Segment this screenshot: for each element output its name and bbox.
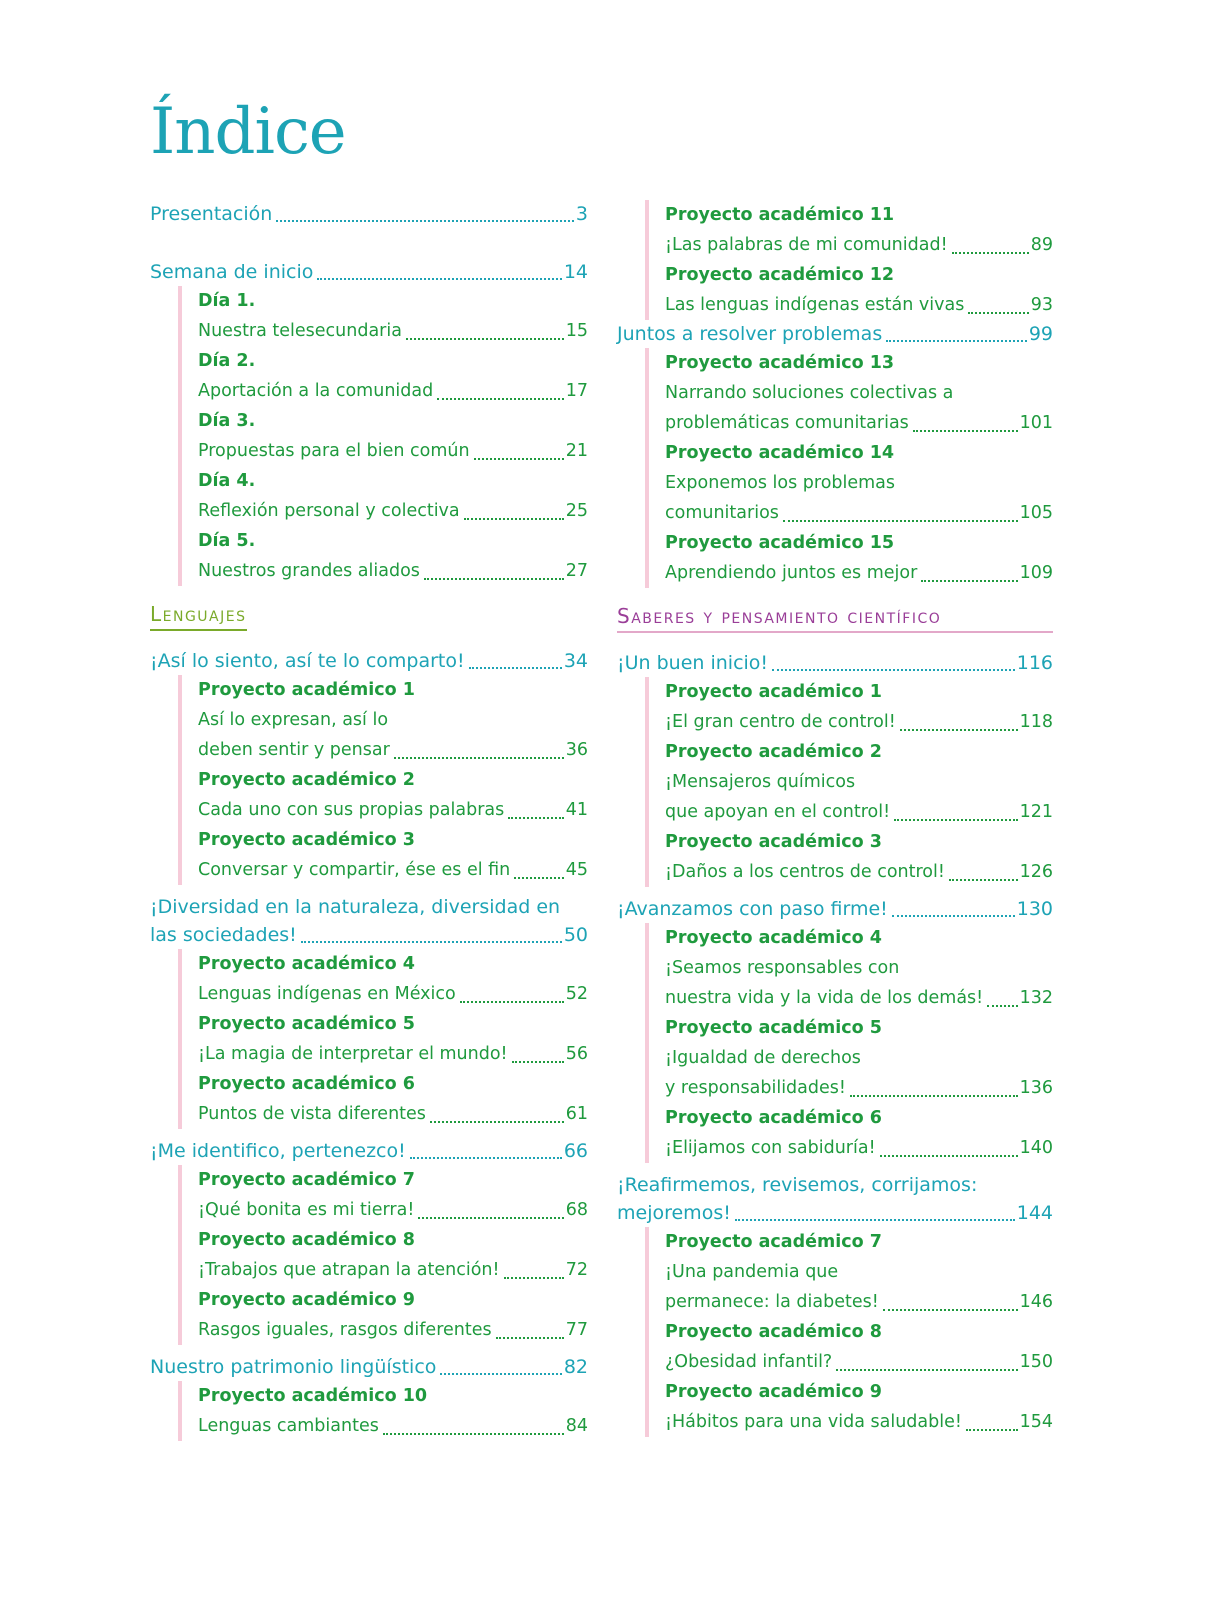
entry-title-line: Narrando soluciones colectivas a — [665, 383, 954, 403]
leader-dots — [772, 669, 1015, 671]
leader-dots — [886, 340, 1027, 342]
entry-title: ¡Qué bonita es mi tierra! — [198, 1200, 415, 1220]
toc-entry-s-project-6[interactable] — [665, 1133, 1053, 1163]
page-number: 41 — [565, 800, 588, 820]
leader-dots — [430, 1121, 564, 1123]
page-number: 144 — [1016, 1202, 1053, 1224]
entry-title-line: ¡Mensajeros químicos — [665, 772, 856, 792]
leader-dots — [394, 757, 564, 759]
toc-entry-project-1[interactable] — [198, 735, 588, 765]
entry-title-line: Así lo expresan, así lo — [198, 710, 389, 730]
toc-entry-avanzamos[interactable] — [617, 895, 1053, 923]
page-number: 50 — [563, 924, 588, 946]
toc-entry-patrimonio[interactable] — [150, 1353, 588, 1381]
project-label: Proyecto académico 7 — [665, 1232, 882, 1252]
entry-title-line: nuestra vida y la vida de los demás! — [665, 988, 984, 1008]
leader-dots — [440, 1373, 561, 1375]
project-label: Proyecto académico 7 — [198, 1170, 415, 1190]
page-number: 101 — [1019, 413, 1053, 433]
page-number: 66 — [563, 1140, 588, 1162]
leader-dots — [921, 580, 1017, 582]
page-number: 45 — [565, 860, 588, 880]
page-number: 56 — [565, 1044, 588, 1064]
project-label: Proyecto académico 10 — [198, 1386, 428, 1406]
leader-dots — [410, 1157, 562, 1159]
project-label: Proyecto académico 6 — [198, 1074, 415, 1094]
project-label: Proyecto académico 6 — [665, 1108, 882, 1128]
entry-title: Conversar y compartir, ése es el fin — [198, 860, 511, 880]
entry-title: Nuestro patrimonio lingüístico — [150, 1356, 437, 1378]
page-number: 140 — [1019, 1138, 1053, 1158]
toc-entry-s-project-8[interactable] — [665, 1347, 1053, 1377]
page-number: 121 — [1019, 802, 1053, 822]
page-number: 130 — [1016, 898, 1053, 920]
project-label: Proyecto académico 2 — [198, 770, 415, 790]
entry-title: Rasgos iguales, rasgos diferentes — [198, 1320, 492, 1340]
page-number: 82 — [563, 1356, 588, 1378]
toc-entry-s-project-5[interactable] — [665, 1073, 1053, 1103]
project-label: Proyecto académico 1 — [198, 680, 415, 700]
entry-title-line: que apoyan en el control! — [665, 802, 891, 822]
entry-title-line: deben sentir y pensar — [198, 740, 390, 760]
entry-title: Propuestas para el bien común — [198, 441, 470, 461]
entry-title: ¿Obesidad infantil? — [665, 1352, 833, 1372]
leader-dots — [968, 312, 1028, 314]
project-label: Proyecto académico 11 — [665, 205, 895, 225]
toc-entry-me-identifico[interactable] — [150, 1137, 588, 1165]
project-label: Proyecto académico 8 — [665, 1322, 882, 1342]
entry-title: ¡La magia de interpretar el mundo! — [198, 1044, 508, 1064]
day-label: Día 5. — [198, 531, 256, 551]
entry-title: Aprendiendo juntos es mejor — [665, 563, 918, 583]
leader-dots — [504, 1277, 564, 1279]
toc-entry-day-5[interactable] — [198, 556, 588, 586]
leader-dots — [894, 819, 1018, 821]
entry-title: ¡El gran centro de control! — [665, 712, 896, 732]
page-number: 136 — [1019, 1078, 1053, 1098]
project-label: Proyecto académico 9 — [665, 1382, 882, 1402]
page-number: 150 — [1019, 1352, 1053, 1372]
semana-subentries — [178, 286, 588, 586]
page-number: 17 — [565, 381, 588, 401]
entry-title-line: Exponemos los problemas — [665, 473, 896, 493]
day-label: Día 2. — [198, 351, 256, 371]
page-title: Índice — [150, 95, 346, 169]
toc-entry-project-6[interactable] — [198, 1099, 588, 1129]
page-number: 105 — [1019, 503, 1053, 523]
entry-title: Reflexión personal y colectiva — [198, 501, 460, 521]
page-number: 27 — [565, 561, 588, 581]
toc-entry-asi-lo-siento[interactable] — [150, 647, 588, 675]
leader-dots — [913, 430, 1018, 432]
toc-entry-presentacion[interactable] — [150, 200, 588, 228]
entry-title-line: ¡Una pandemia que — [665, 1262, 839, 1282]
entry-title-line: ¡Seamos responsables con — [665, 958, 900, 978]
leader-dots — [966, 1429, 1018, 1431]
page-number: 72 — [565, 1260, 588, 1280]
project-label: Proyecto académico 3 — [665, 832, 882, 852]
project-label: Proyecto académico 12 — [665, 265, 895, 285]
toc-entry-day-1[interactable] — [198, 316, 588, 346]
leader-dots — [406, 338, 564, 340]
leader-dots — [783, 520, 1018, 522]
leader-dots — [850, 1095, 1018, 1097]
entry-title: Nuestra telesecundaria — [198, 321, 402, 341]
page-number: 84 — [565, 1416, 588, 1436]
leader-dots — [383, 1433, 564, 1435]
page-number: 126 — [1019, 862, 1053, 882]
toc-column-right — [617, 200, 1053, 1437]
toc-entry-project-10[interactable] — [198, 1411, 588, 1441]
page-number: 132 — [1019, 988, 1053, 1008]
unit-subentries — [645, 923, 1053, 1163]
entry-title: ¡Un buen inicio! — [617, 652, 769, 674]
leader-dots — [301, 941, 562, 943]
entry-title: ¡Las palabras de mi comunidad! — [665, 235, 948, 255]
entry-title-line: permanece: la diabetes! — [665, 1292, 879, 1312]
entry-title: Presentación — [150, 203, 273, 225]
leader-dots — [949, 879, 1018, 881]
entry-title: ¡Elijamos con sabiduría! — [665, 1138, 876, 1158]
toc-entry-project-4[interactable] — [198, 979, 588, 1009]
page-number: 99 — [1028, 323, 1053, 345]
leader-dots — [512, 1061, 564, 1063]
project-label: Proyecto académico 5 — [665, 1018, 882, 1038]
toc-entry-s-project-1[interactable] — [665, 707, 1053, 737]
project-label: Proyecto académico 15 — [665, 533, 895, 553]
toc-entry-project-12[interactable] — [665, 290, 1053, 320]
project-label: Proyecto académico 3 — [198, 830, 415, 850]
leader-dots — [987, 1005, 1017, 1007]
entry-title-line: las sociedades! — [150, 924, 297, 946]
unit-subentries — [645, 348, 1053, 588]
leader-dots — [317, 278, 561, 280]
entry-title: ¡Avanzamos con paso firme! — [617, 898, 888, 920]
entry-title: Las lenguas indígenas están vivas — [665, 295, 965, 315]
entry-title: ¡Hábitos para una vida saludable! — [665, 1412, 962, 1432]
project-label: Proyecto académico 4 — [665, 928, 882, 948]
page-number: 116 — [1016, 652, 1053, 674]
entry-title: Lenguas indígenas en México — [198, 984, 456, 1004]
entry-title-line: ¡Reafirmemos, revisemos, corrijamos: — [617, 1174, 978, 1196]
page-number: 36 — [565, 740, 588, 760]
section-heading-saberes: Saberes y pensamiento científico — [617, 604, 1053, 633]
page-number: 34 — [563, 650, 588, 672]
entry-title: Aportación a la comunidad — [198, 381, 434, 401]
entry-title: Lenguas cambiantes — [198, 1416, 379, 1436]
unit-subentries-continued — [645, 200, 1053, 320]
day-label: Día 4. — [198, 471, 256, 491]
page-number: 146 — [1019, 1292, 1053, 1312]
entry-title: Semana de inicio — [150, 261, 314, 283]
unit-subentries — [645, 677, 1053, 887]
entry-title: ¡Trabajos que atrapan la atención! — [198, 1260, 500, 1280]
project-label: Proyecto académico 13 — [665, 353, 895, 373]
page-number: 68 — [565, 1200, 588, 1220]
project-label: Proyecto académico 1 — [665, 682, 882, 702]
toc-entry-project-7[interactable] — [198, 1195, 588, 1225]
entry-title: ¡Me identifico, pertenezco! — [150, 1140, 406, 1162]
leader-dots — [892, 915, 1015, 917]
toc-entry-project-13[interactable] — [665, 408, 1053, 438]
page-number: 61 — [565, 1104, 588, 1124]
project-label: Proyecto académico 2 — [665, 742, 882, 762]
leader-dots — [900, 729, 1018, 731]
day-label: Día 1. — [198, 291, 256, 311]
toc-entry-reafirmemos[interactable] — [617, 1199, 1053, 1227]
leader-dots — [883, 1309, 1018, 1311]
project-label: Proyecto académico 8 — [198, 1230, 415, 1250]
unit-subentries — [178, 1165, 588, 1345]
toc-entry-project-3[interactable] — [198, 855, 588, 885]
leader-dots — [880, 1155, 1018, 1157]
toc-entry-juntos[interactable] — [617, 320, 1053, 348]
entry-title-line: comunitarios — [665, 503, 779, 523]
leader-dots — [836, 1369, 1017, 1371]
toc-entry-project-11[interactable] — [665, 230, 1053, 260]
project-label: Proyecto académico 14 — [665, 443, 895, 463]
entry-title: ¡Daños a los centros de control! — [665, 862, 945, 882]
project-label: Proyecto académico 4 — [198, 954, 415, 974]
toc-entry-project-14[interactable] — [665, 498, 1053, 528]
toc-entry-s-project-9[interactable] — [665, 1407, 1053, 1437]
page-number: 77 — [565, 1320, 588, 1340]
unit-subentries — [178, 1381, 588, 1441]
toc-entry-s-project-2[interactable] — [665, 797, 1053, 827]
toc-column-left — [150, 200, 588, 1441]
page-number: 25 — [565, 501, 588, 521]
toc-entry-project-9[interactable] — [198, 1315, 588, 1345]
page-number: 118 — [1019, 712, 1053, 732]
entry-title-line: ¡Diversidad en la naturaleza, diversidad en — [150, 896, 561, 918]
leader-dots — [460, 1001, 564, 1003]
page-number: 14 — [563, 261, 588, 283]
leader-dots — [464, 518, 564, 520]
entry-title: ¡Así lo siento, así te lo comparto! — [150, 650, 465, 672]
leader-dots — [496, 1337, 564, 1339]
page-number: 52 — [565, 984, 588, 1004]
section-heading-lenguajes: Lenguajes — [150, 602, 247, 631]
toc-entry-s-project-3[interactable] — [665, 857, 1053, 887]
page-number: 93 — [1030, 295, 1053, 315]
leader-dots — [735, 1219, 1015, 1221]
entry-title-line: ¡Igualdad de derechos — [665, 1048, 861, 1068]
entry-title: Nuestros grandes aliados — [198, 561, 420, 581]
toc-entry-project-15[interactable] — [665, 558, 1053, 588]
toc-entry-project-8[interactable] — [198, 1255, 588, 1285]
page-number: 21 — [565, 441, 588, 461]
leader-dots — [418, 1217, 563, 1219]
toc-entry-semana-de-inicio[interactable] — [150, 258, 588, 286]
entry-title: Puntos de vista diferentes — [198, 1104, 426, 1124]
unit-subentries — [178, 949, 588, 1129]
toc-entry-day-2[interactable] — [198, 376, 588, 406]
project-label: Proyecto académico 5 — [198, 1014, 415, 1034]
page-number: 109 — [1019, 563, 1053, 583]
toc-entry-day-4[interactable] — [198, 496, 588, 526]
leader-dots — [424, 578, 564, 580]
day-label: Día 3. — [198, 411, 256, 431]
entry-title-line: y responsabilidades! — [665, 1078, 846, 1098]
leader-dots — [276, 220, 574, 222]
entry-title: Cada uno con sus propias palabras — [198, 800, 505, 820]
page-number: 154 — [1019, 1412, 1053, 1432]
unit-subentries — [645, 1227, 1053, 1437]
leader-dots — [952, 252, 1029, 254]
project-label: Proyecto académico 9 — [198, 1290, 415, 1310]
unit-subentries — [178, 675, 588, 885]
leader-dots — [437, 398, 564, 400]
toc-entry-project-5[interactable] — [198, 1039, 588, 1069]
leader-dots — [474, 458, 564, 460]
toc-entry-un-buen-inicio[interactable] — [617, 649, 1053, 677]
page-number: 89 — [1030, 235, 1053, 255]
entry-title: Juntos a resolver problemas — [617, 323, 883, 345]
toc-entry-project-2[interactable] — [198, 795, 588, 825]
entry-title-line: problemáticas comunitarias — [665, 413, 909, 433]
toc-entry-day-3[interactable] — [198, 436, 588, 466]
leader-dots — [508, 817, 563, 819]
toc-entry-s-project-7[interactable] — [665, 1287, 1053, 1317]
leader-dots — [469, 667, 562, 669]
page-number: 15 — [565, 321, 588, 341]
toc-entry-s-project-4[interactable] — [665, 983, 1053, 1013]
page-number: 3 — [575, 203, 588, 225]
leader-dots — [514, 877, 563, 879]
entry-title-line: mejoremos! — [617, 1202, 731, 1224]
toc-entry-diversidad[interactable] — [150, 921, 588, 949]
